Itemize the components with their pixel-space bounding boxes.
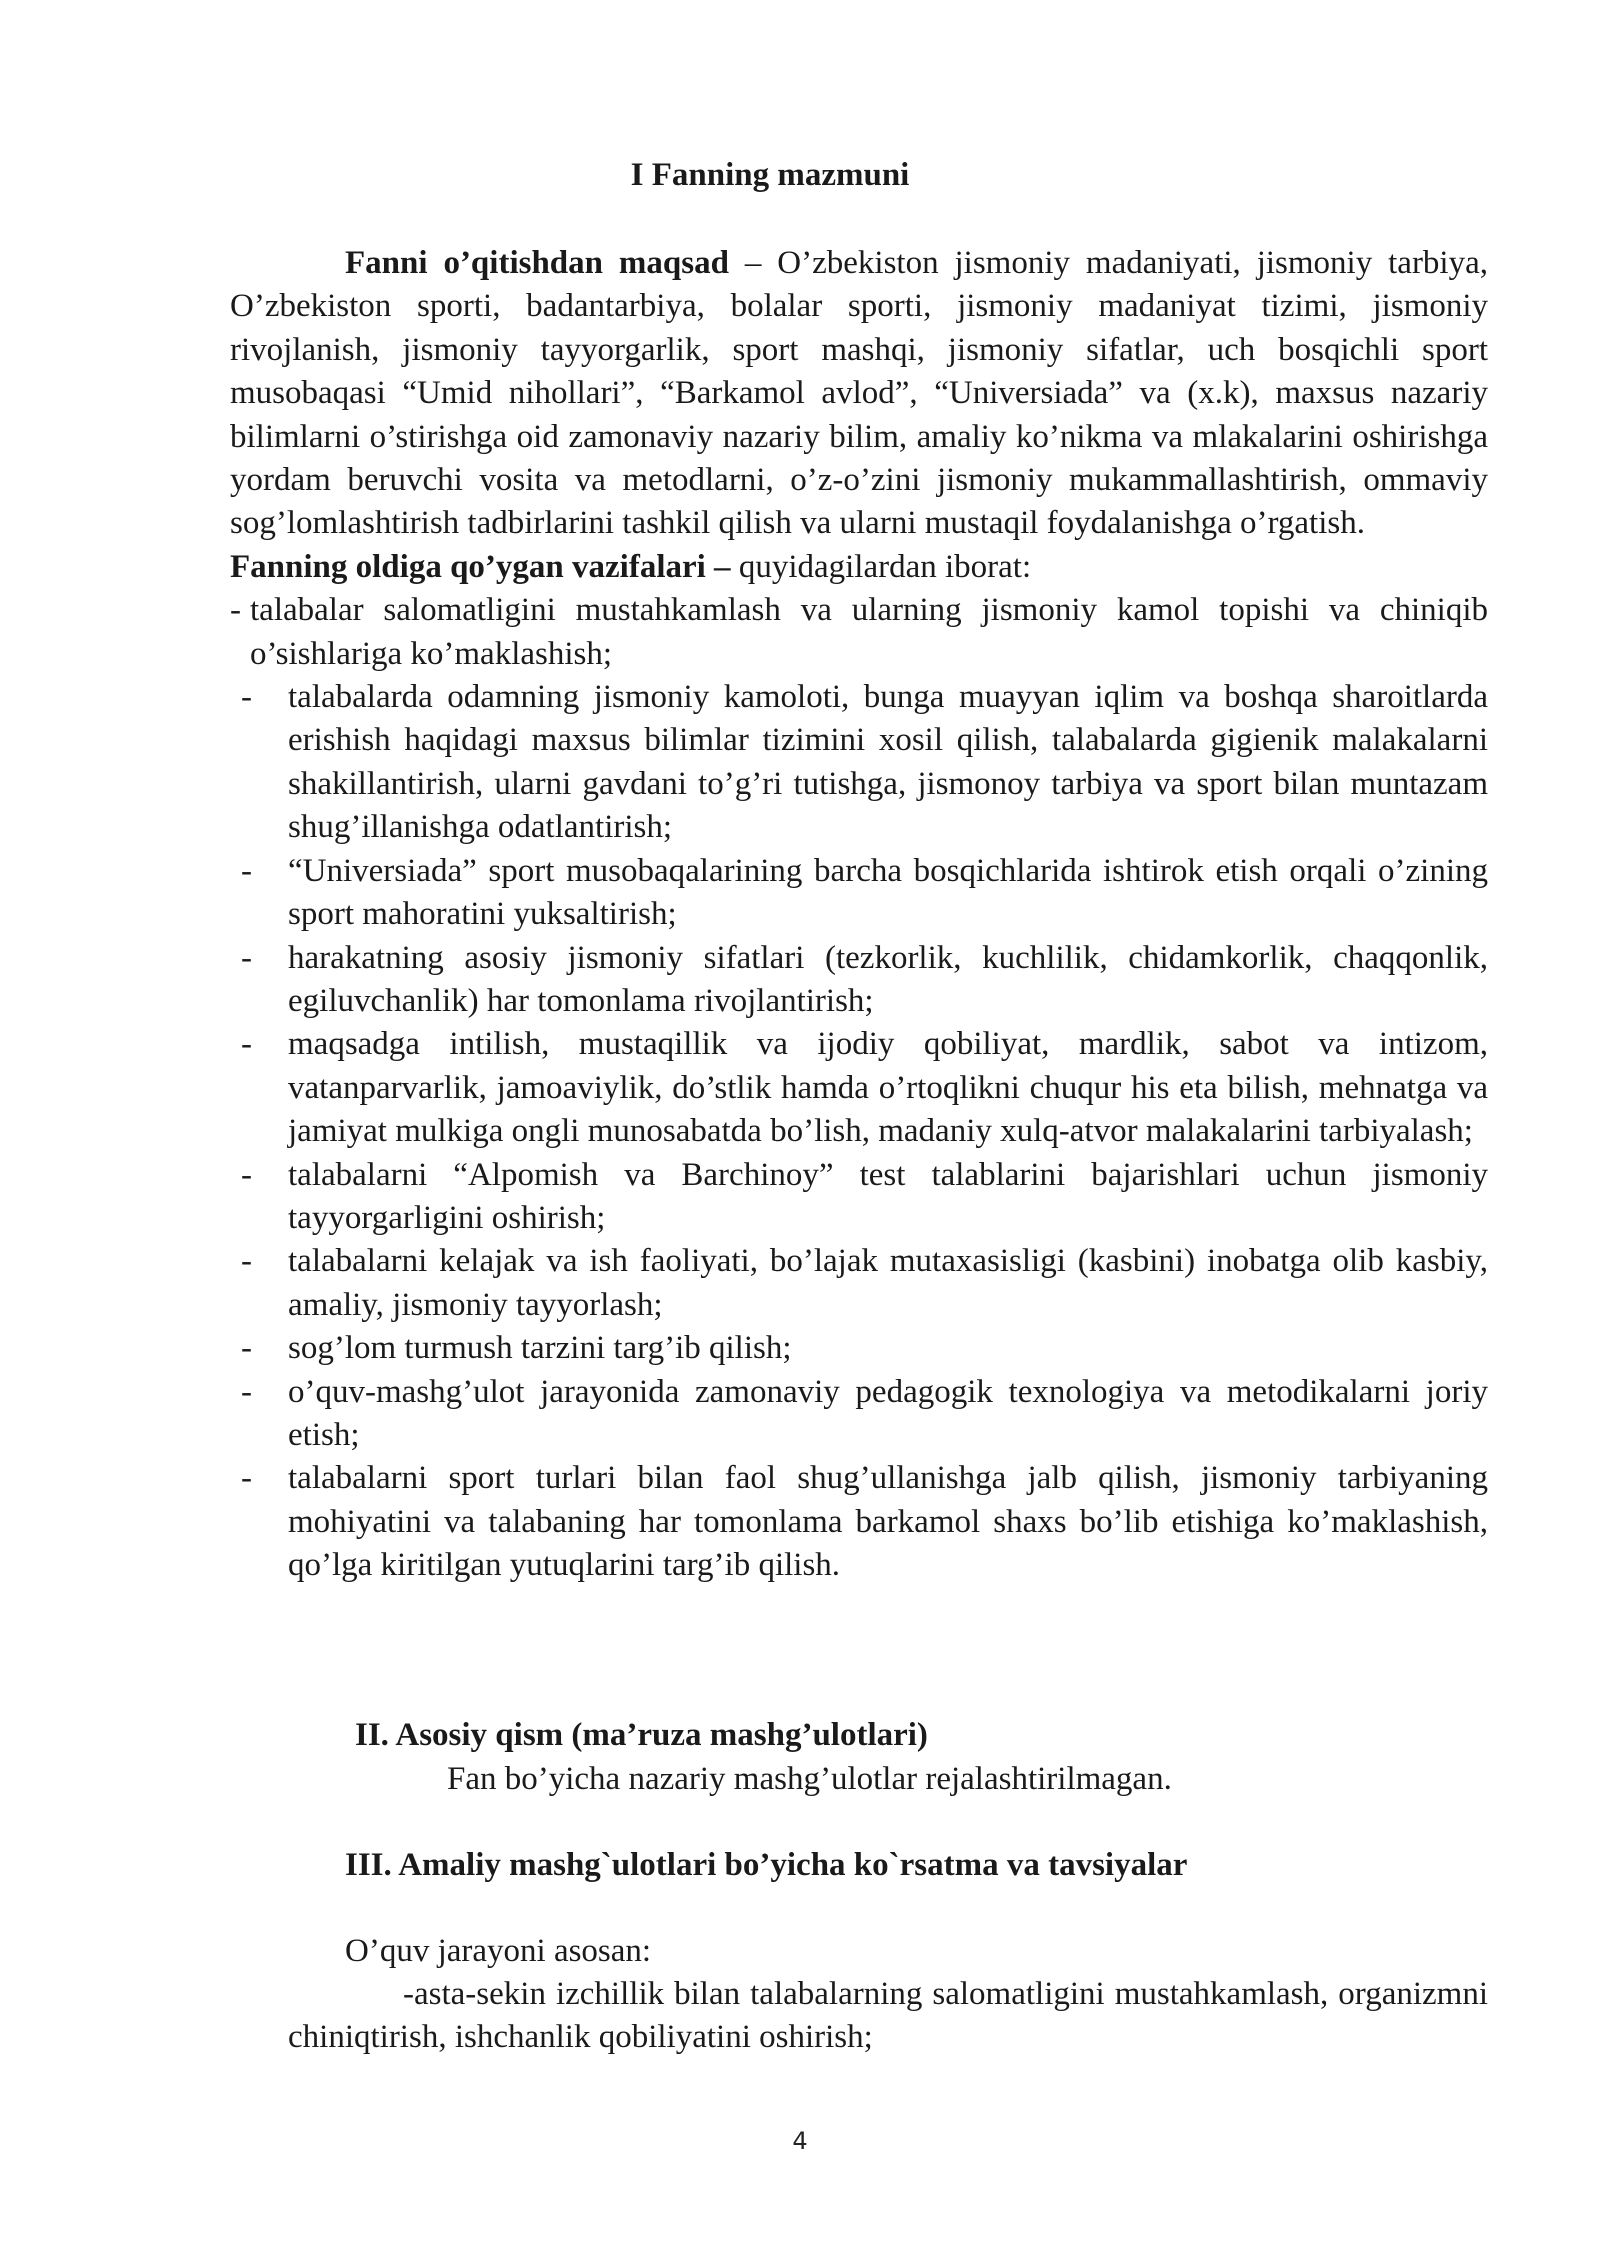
list-item xyxy=(230,1327,1488,1370)
tasks-heading xyxy=(230,546,1488,589)
dash-bullet: - xyxy=(230,592,241,629)
list-item-text: harakatning asosiy jismoniy sifatlari (tezkorlik, kuchlilik, chidamkorlik, chaqqonlik, egiluvchanlik) har tomonlama rivojlantirish; xyxy=(288,939,1488,1019)
list-item-text: maqsadga intilish, mustaqillik va ijodiy qobiliyat, mardlik, sabot va intizom, vatanparvarlik, jamoaviylik, do’stlik hamda o’rtoqlikni chuqur his eta bilish, mehnatga va jamiyat mulkiga ongli munosabatda bo’lish, madaniy xulq-atvor malakalarini tarbiyalash; xyxy=(288,1026,1488,1150)
dash-bullet: - xyxy=(241,939,252,976)
dash-bullet: - xyxy=(241,852,252,889)
dash-bullet: - xyxy=(241,1460,252,1497)
list-item xyxy=(230,1457,1488,1587)
section-3-body xyxy=(230,1930,1488,1973)
section-2-body xyxy=(230,1758,1488,1801)
dash-bullet: - xyxy=(241,1330,252,1367)
list-item xyxy=(230,850,1488,937)
section-1-body xyxy=(230,242,1488,1588)
dash-bullet: - xyxy=(403,1976,414,2012)
list-item-text: talabalarni sport turlari bilan faol shug’ullanishga jalb qilish, jismoniy tarbiyaning mohiyatini va talabaning har tomonlama barkamol shaxs bo’lib etishiga ko’maklashish, qo’lga kiritilgan yutuqlarini targ’ib qilish. xyxy=(288,1460,1488,1584)
section-3-title: III. Amaliy mashg`ulotlari bo’yicha ko`rsatma va tavsiyalar xyxy=(345,1847,1188,1883)
list-item xyxy=(230,1240,1488,1327)
list-item xyxy=(230,937,1488,1024)
list-item xyxy=(288,1973,1488,2060)
list-item-text: o’quv-mashg’ulot jarayonida zamonaviy pedagogik texnologiya va metodikalarni joriy etish; xyxy=(288,1373,1488,1453)
list-item xyxy=(230,589,1488,676)
tasks-lead: Fanning oldiga qo’ygan vazifalari – xyxy=(230,548,731,585)
tasks-intro: quyidagilardan iborat: xyxy=(730,548,1032,585)
dash-bullet: - xyxy=(241,1243,252,1280)
list-item-text: talabalar salomatligini mustahkamlash va ularning jismoniy kamol topishi va chiniqib o’sishlariga ko’maklashish; xyxy=(250,592,1488,672)
dash-bullet: - xyxy=(241,1026,252,1063)
section-3-intro: O’quv jarayoni asosan: xyxy=(345,1933,652,1969)
page-number: 4 xyxy=(792,2127,808,2155)
list-item xyxy=(230,676,1488,850)
list-item-text: talabalarni “Alpomish va Barchinoy” test talablarini bajarishlari uchun jismoniy tayyorgarligini oshirish; xyxy=(288,1156,1488,1236)
list-item xyxy=(230,1371,1488,1458)
list-item xyxy=(230,1023,1488,1153)
list-item-text: “Universiada” sport musobaqalarining barcha bosqichlarida ishtirok etish orqali o’zining sport mahoratini yuksaltirish; xyxy=(288,852,1488,933)
dash-bullet: - xyxy=(241,679,252,716)
section-1-title: I Fanning mazmuni xyxy=(630,157,910,193)
tasks-list xyxy=(230,589,1488,1587)
section-2-title: II. Asosiy qism (ma’ruza mashg’ulotlari) xyxy=(355,1717,928,1753)
list-item-text: talabalarni kelajak va ish faoliyati, bo’lajak mutaxasisligi (kasbini) inobatga olib kasbiy, amaliy, jismoniy tayyorlash; xyxy=(288,1243,1488,1323)
list-item-text: sog’lom turmush tarzini targ’ib qilish; xyxy=(288,1330,792,1367)
dash-bullet: - xyxy=(241,1156,252,1193)
section-2-text: Fan bo’yicha nazariy mashg’ulotlar rejalashtirilmagan. xyxy=(447,1761,1172,1797)
goal-lead: Fanni o’qitishdan maqsad xyxy=(345,245,729,281)
list-item xyxy=(230,1154,1488,1241)
list-item-text: asta-sekin izchillik bilan talabalarning salomatligini mustahkamlash, organizmni chiniqtirish, ishchanlik qobiliyatini oshirish; xyxy=(288,1976,1488,2056)
dash-bullet: - xyxy=(241,1373,252,1410)
list-item-text: talabalarda odamning jismoniy kamoloti, bunga muayyan iqlim va boshqa sharoitlarda erishish haqidagi maxsus bilimlar tizimini xosil qilish, talabalarda gigienik malakalarni shakillantirish, ularni gavdani to’g’ri tutishga, jismonoy tarbiya va sport bilan muntazam shug’illanishga odatlantirish; xyxy=(288,679,1488,846)
goal-paragraph xyxy=(230,242,1488,546)
section-3-list xyxy=(288,1973,1488,2060)
goal-text: – O’zbekiston jismoniy madaniyati, jismoniy tarbiya, O’zbekiston sporti, badantarbiya, bolalar sporti, jismoniy madaniyat tizimi, jismoniy rivojlanish, jismoniy tayyorgarlik, sport mashqi, jismoniy sifatlar, uch bosqichli sport musobaqasi “Umid nihollari”, “Barkamol avlod”, “Universiada” va (x.k), maxsus nazariy bilimlarni o’stirishga oid zamonaviy nazariy bilim, amaliy ko’nikma va mlakalarini oshirishga yordam beruvchi vosita va metodlarni, o’z-o’zini jismoniy mukammallashtirish, ommaviy sog’lomlashtirish tadbirlarini tashkil qilish va ularni mustaqil foydalanishga o’rgatish. xyxy=(230,245,1489,542)
